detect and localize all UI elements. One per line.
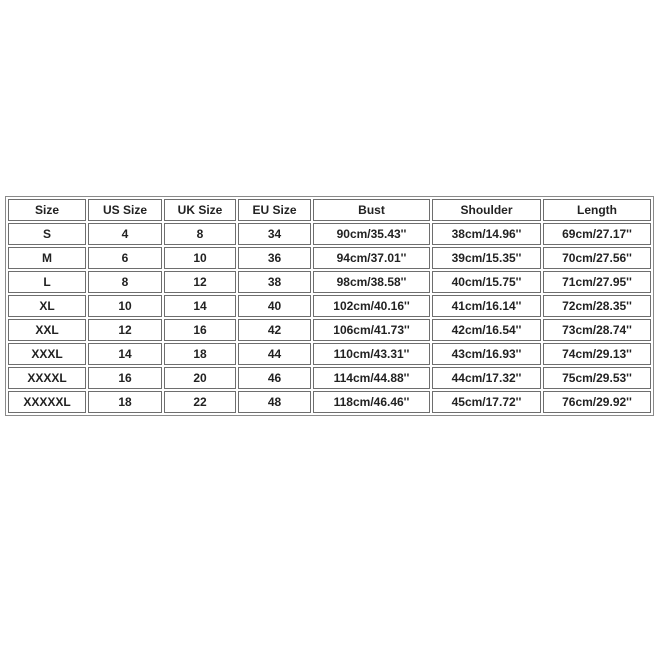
table-row xyxy=(8,247,651,269)
cell-length: 74cm/29.13'' xyxy=(543,343,651,365)
cell-size: L xyxy=(8,271,86,293)
cell-bust: 102cm/40.16'' xyxy=(313,295,430,317)
table-row xyxy=(8,271,651,293)
cell-length: 72cm/28.35'' xyxy=(543,295,651,317)
table-header-row xyxy=(8,199,651,221)
table-row xyxy=(8,223,651,245)
cell-bust: 106cm/41.73'' xyxy=(313,319,430,341)
table-row xyxy=(8,391,651,413)
cell-uk-size: 22 xyxy=(164,391,236,413)
cell-bust: 90cm/35.43'' xyxy=(313,223,430,245)
cell-shoulder: 42cm/16.54'' xyxy=(432,319,541,341)
size-chart-table xyxy=(5,196,654,416)
cell-shoulder: 44cm/17.32'' xyxy=(432,367,541,389)
cell-shoulder: 38cm/14.96'' xyxy=(432,223,541,245)
cell-us-size: 8 xyxy=(88,271,162,293)
cell-shoulder: 43cm/16.93'' xyxy=(432,343,541,365)
cell-bust: 114cm/44.88'' xyxy=(313,367,430,389)
cell-us-size: 14 xyxy=(88,343,162,365)
cell-size: XXXXXL xyxy=(8,391,86,413)
cell-size: XL xyxy=(8,295,86,317)
cell-eu-size: 40 xyxy=(238,295,311,317)
cell-size: M xyxy=(8,247,86,269)
cell-size: XXXXL xyxy=(8,367,86,389)
header-size: Size xyxy=(8,199,86,221)
header-length: Length xyxy=(543,199,651,221)
cell-uk-size: 10 xyxy=(164,247,236,269)
cell-uk-size: 8 xyxy=(164,223,236,245)
header-uk-size: UK Size xyxy=(164,199,236,221)
cell-length: 73cm/28.74'' xyxy=(543,319,651,341)
cell-bust: 118cm/46.46'' xyxy=(313,391,430,413)
header-shoulder: Shoulder xyxy=(432,199,541,221)
cell-eu-size: 36 xyxy=(238,247,311,269)
cell-shoulder: 39cm/15.35'' xyxy=(432,247,541,269)
cell-eu-size: 38 xyxy=(238,271,311,293)
cell-uk-size: 12 xyxy=(164,271,236,293)
cell-size: XXL xyxy=(8,319,86,341)
cell-length: 70cm/27.56'' xyxy=(543,247,651,269)
cell-length: 75cm/29.53'' xyxy=(543,367,651,389)
cell-bust: 110cm/43.31'' xyxy=(313,343,430,365)
cell-length: 76cm/29.92'' xyxy=(543,391,651,413)
cell-length: 69cm/27.17'' xyxy=(543,223,651,245)
cell-us-size: 10 xyxy=(88,295,162,317)
cell-eu-size: 46 xyxy=(238,367,311,389)
cell-uk-size: 18 xyxy=(164,343,236,365)
table-row xyxy=(8,295,651,317)
cell-eu-size: 44 xyxy=(238,343,311,365)
cell-us-size: 4 xyxy=(88,223,162,245)
size-chart xyxy=(5,196,654,416)
cell-uk-size: 16 xyxy=(164,319,236,341)
cell-bust: 94cm/37.01'' xyxy=(313,247,430,269)
cell-length: 71cm/27.95'' xyxy=(543,271,651,293)
cell-us-size: 12 xyxy=(88,319,162,341)
cell-uk-size: 20 xyxy=(164,367,236,389)
table-row xyxy=(8,319,651,341)
cell-shoulder: 40cm/15.75'' xyxy=(432,271,541,293)
table-row xyxy=(8,343,651,365)
cell-us-size: 16 xyxy=(88,367,162,389)
cell-eu-size: 48 xyxy=(238,391,311,413)
header-eu-size: EU Size xyxy=(238,199,311,221)
cell-size: XXXL xyxy=(8,343,86,365)
cell-uk-size: 14 xyxy=(164,295,236,317)
cell-bust: 98cm/38.58'' xyxy=(313,271,430,293)
cell-us-size: 6 xyxy=(88,247,162,269)
header-bust: Bust xyxy=(313,199,430,221)
cell-shoulder: 41cm/16.14'' xyxy=(432,295,541,317)
cell-eu-size: 42 xyxy=(238,319,311,341)
cell-eu-size: 34 xyxy=(238,223,311,245)
header-us-size: US Size xyxy=(88,199,162,221)
cell-shoulder: 45cm/17.72'' xyxy=(432,391,541,413)
cell-us-size: 18 xyxy=(88,391,162,413)
cell-size: S xyxy=(8,223,86,245)
table-row xyxy=(8,367,651,389)
